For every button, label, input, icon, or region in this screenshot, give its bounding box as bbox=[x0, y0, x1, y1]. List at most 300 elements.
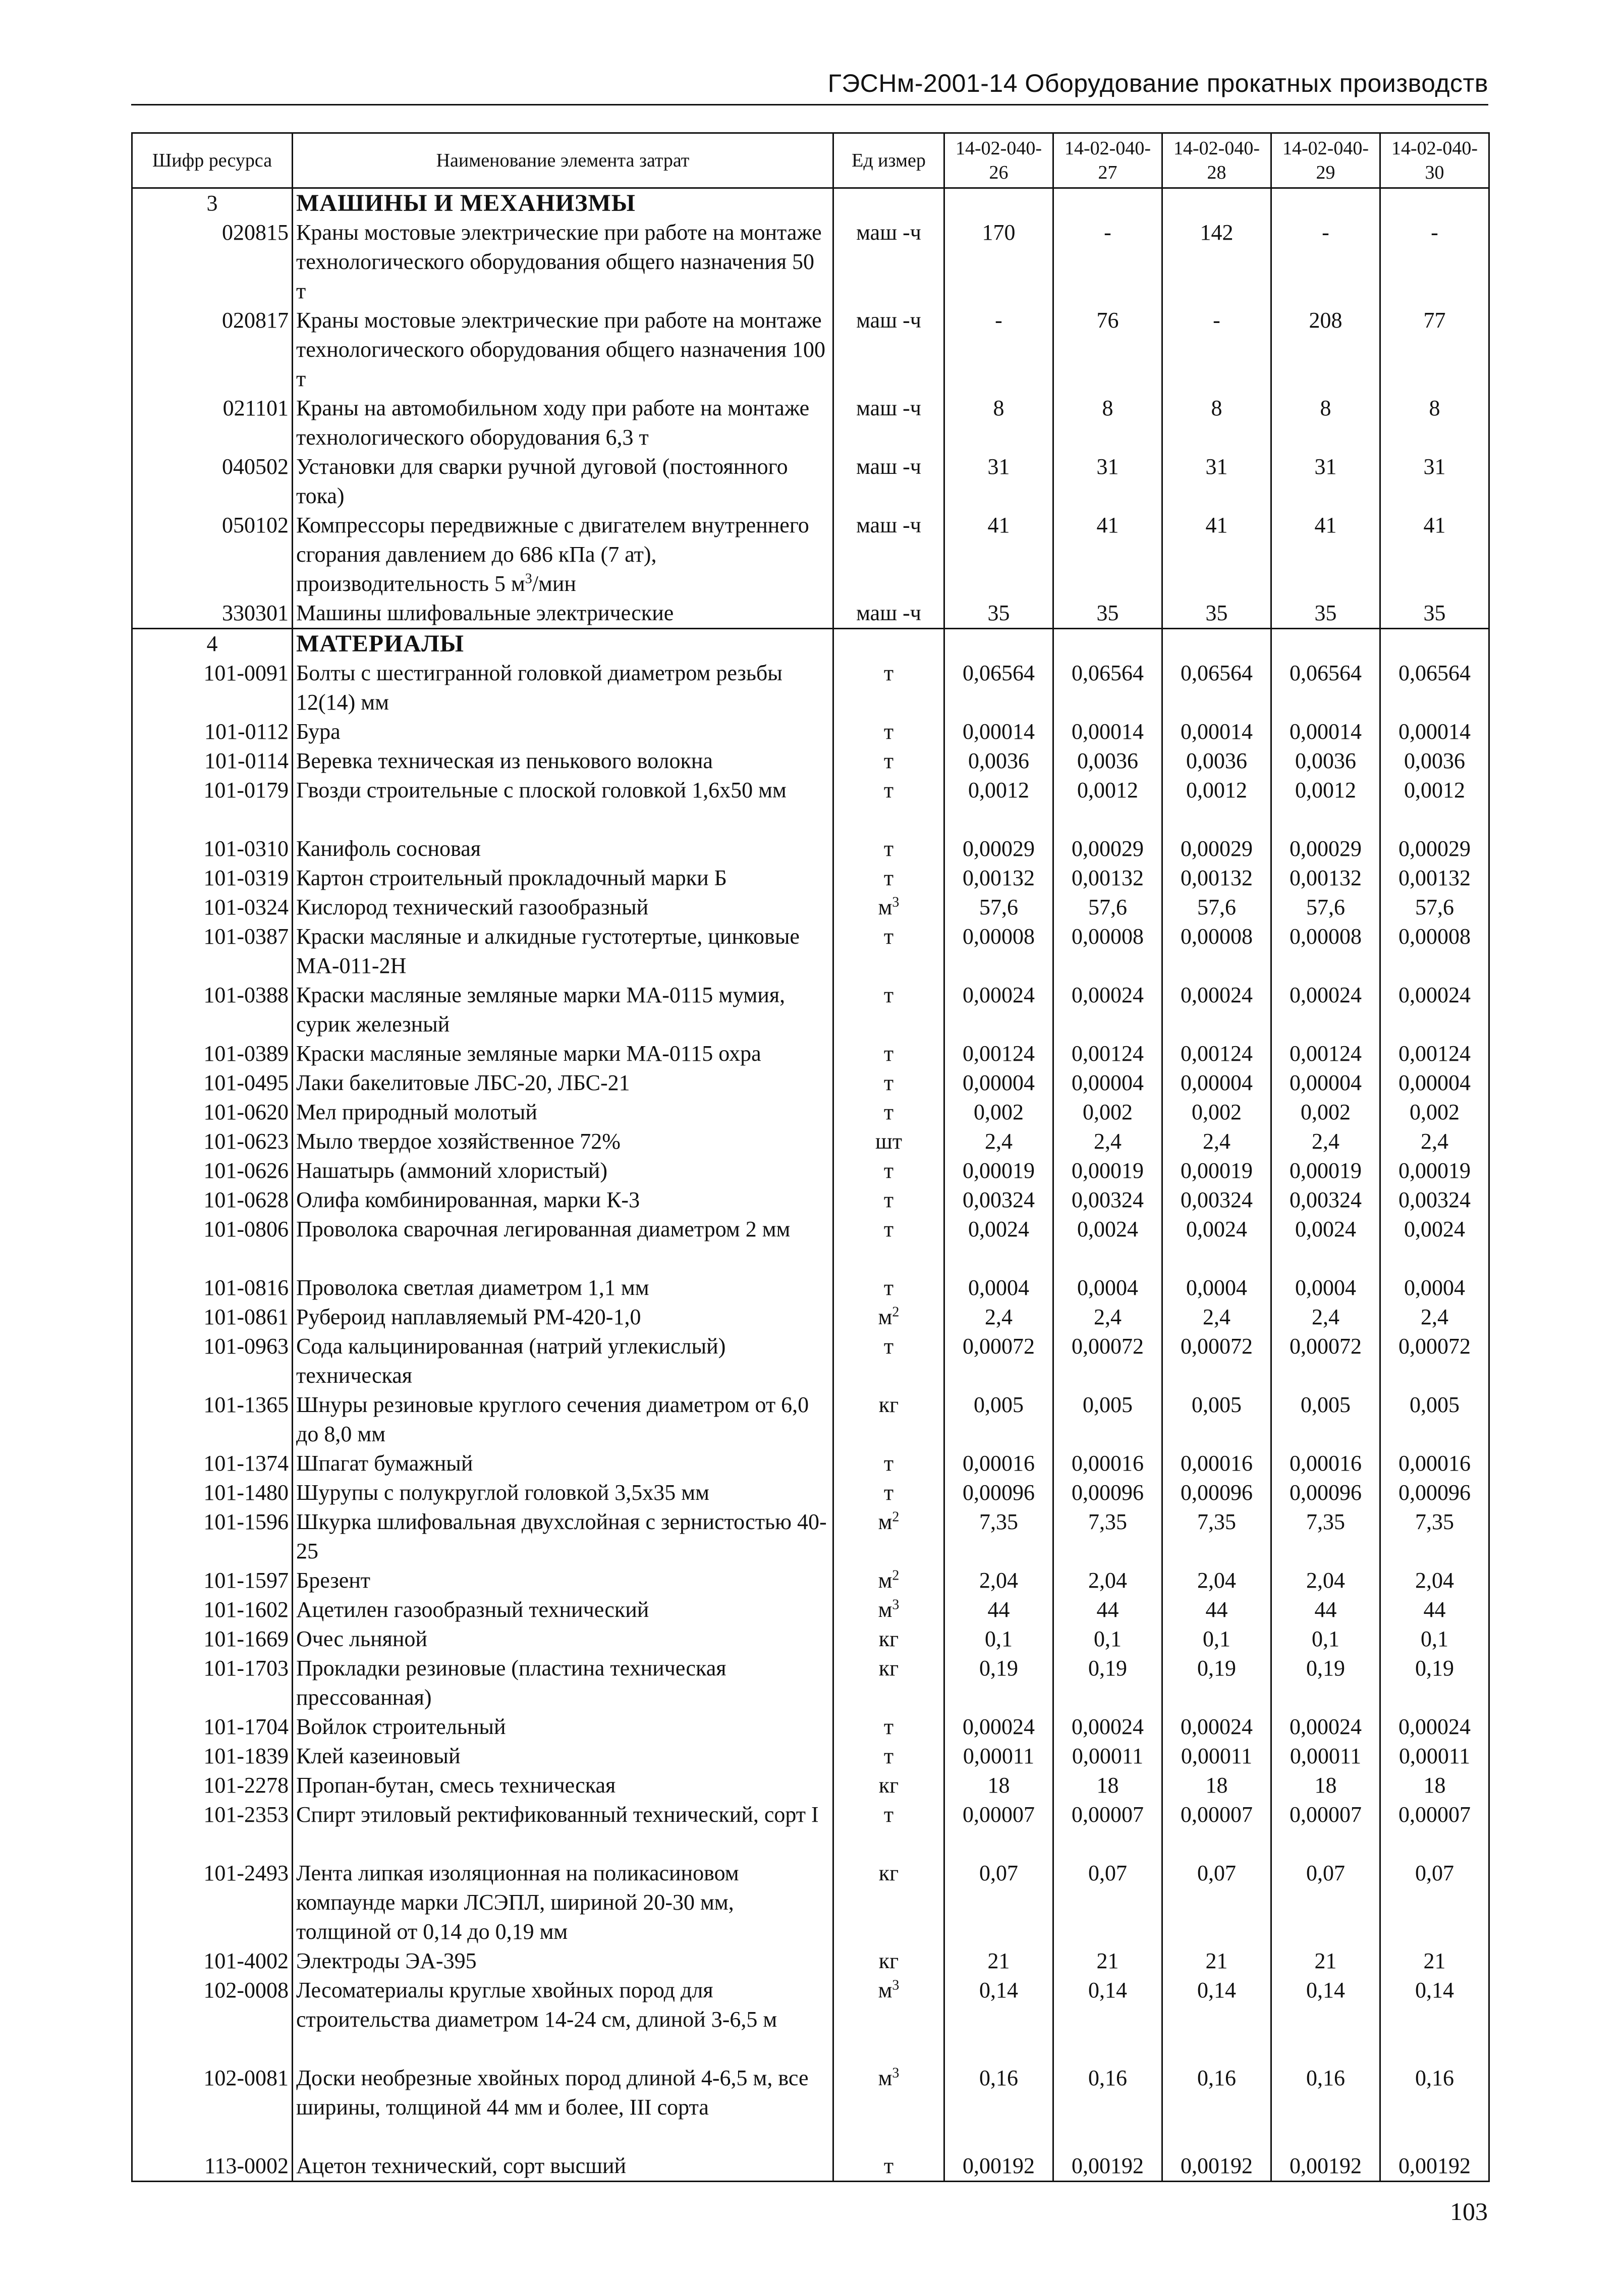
resource-code: 101-0112 bbox=[132, 717, 293, 746]
section-blank-value bbox=[1162, 629, 1271, 659]
page-number: 103 bbox=[1450, 2197, 1488, 2226]
resource-value-col-1: 0,1 bbox=[944, 1624, 1053, 1654]
resource-value-col-1: 170 bbox=[944, 218, 1053, 306]
resource-unit: т bbox=[833, 776, 944, 834]
resource-name: Шнуры резиновые круглого сечения диаметром от 6,0 до 8,0 мм bbox=[293, 1390, 833, 1449]
resource-value-col-2: 0,0036 bbox=[1053, 746, 1162, 776]
resource-name: Краны мостовые электрические при работе на монтаже технологического оборудования общего назначения 50 т bbox=[293, 218, 833, 306]
resource-value-col-5: 0,0004 bbox=[1380, 1273, 1489, 1303]
resource-unit: т bbox=[833, 863, 944, 893]
resource-value-col-5: 57,6 bbox=[1380, 893, 1489, 922]
resource-name: Шпагат бумажный bbox=[293, 1449, 833, 1478]
resource-code: 040502 bbox=[132, 452, 293, 511]
resource-value-col-1: 57,6 bbox=[944, 893, 1053, 922]
resource-value-col-2: 0,06564 bbox=[1053, 659, 1162, 717]
section-blank-value bbox=[1053, 629, 1162, 659]
resource-name: Бура bbox=[293, 717, 833, 746]
resource-value-col-3: 41 bbox=[1162, 511, 1271, 599]
resource-name: Шкурка шлифовальная двухслойная с зернистостью 40-25 bbox=[293, 1507, 833, 1566]
resource-unit: кг bbox=[833, 1859, 944, 1946]
table-row bbox=[132, 1303, 1489, 1332]
resource-unit: т bbox=[833, 717, 944, 746]
resource-name: Очес льняной bbox=[293, 1624, 833, 1654]
table-row bbox=[132, 1215, 1489, 1273]
resource-value-col-5: 0,00072 bbox=[1380, 1332, 1489, 1390]
resource-unit: т bbox=[833, 1449, 944, 1478]
resource-value-col-5: 0,19 bbox=[1380, 1654, 1489, 1712]
resource-code: 101-1597 bbox=[132, 1566, 293, 1595]
table-row bbox=[132, 1800, 1489, 1859]
section-blank-value bbox=[1380, 188, 1489, 219]
resource-value-col-4: 0,00024 bbox=[1271, 981, 1380, 1039]
resource-name: Войлок строительный bbox=[293, 1712, 833, 1742]
resource-value-col-4: 0,00004 bbox=[1271, 1068, 1380, 1098]
resource-value-col-1: 2,04 bbox=[944, 1566, 1053, 1595]
table-row bbox=[132, 1624, 1489, 1654]
resource-value-col-4: 7,35 bbox=[1271, 1507, 1380, 1566]
resource-value-col-1: 18 bbox=[944, 1771, 1053, 1800]
resource-value-col-4: 0,07 bbox=[1271, 1859, 1380, 1946]
resource-unit: кг bbox=[833, 1390, 944, 1449]
resource-value-col-3: 0,16 bbox=[1162, 2064, 1271, 2151]
resource-unit: $м^2$ bbox=[833, 1566, 944, 1595]
resource-value-col-5: 31 bbox=[1380, 452, 1489, 511]
resource-value-col-1: 8 bbox=[944, 394, 1053, 452]
resource-name: Ацетон технический, сорт высший bbox=[293, 2151, 833, 2182]
section-row bbox=[132, 188, 1489, 219]
table-row bbox=[132, 1654, 1489, 1712]
resource-value-col-4: 0,00016 bbox=[1271, 1449, 1380, 1478]
section-number: 3 bbox=[132, 188, 293, 219]
resource-value-col-1: 0,07 bbox=[944, 1859, 1053, 1946]
resource-value-col-3: 0,00007 bbox=[1162, 1800, 1271, 1859]
resource-value-col-5: 2,04 bbox=[1380, 1566, 1489, 1595]
resource-name: Лента липкая изоляционная на поликасиновом компаунде марки ЛСЭПЛ, шириной 20-30 мм, толщиной от 0,14 до 0,19 мм bbox=[293, 1859, 833, 1946]
resource-value-col-4: 0,06564 bbox=[1271, 659, 1380, 717]
resource-unit: маш -ч bbox=[833, 218, 944, 306]
page-header: ГЭСНм-2001-14 Оборудование прокатных производств bbox=[827, 69, 1488, 97]
resource-value-col-2: 2,04 bbox=[1053, 1566, 1162, 1595]
resource-value-col-3: 0,0036 bbox=[1162, 746, 1271, 776]
resource-value-col-4: 2,4 bbox=[1271, 1303, 1380, 1332]
table-row bbox=[132, 1859, 1489, 1946]
section-blank-value bbox=[944, 188, 1053, 219]
resource-value-col-1: 0,00011 bbox=[944, 1742, 1053, 1771]
resource-value-col-1: 0,00096 bbox=[944, 1478, 1053, 1507]
resource-unit: т bbox=[833, 659, 944, 717]
resource-code: 101-0388 bbox=[132, 981, 293, 1039]
header-col-2: 14-02-040-27 bbox=[1053, 133, 1162, 188]
table-row bbox=[132, 659, 1489, 717]
header-col-1: 14-02-040-26 bbox=[944, 133, 1053, 188]
section-blank-value bbox=[1162, 188, 1271, 219]
resource-value-col-5: - bbox=[1380, 218, 1489, 306]
resource-unit: т bbox=[833, 1098, 944, 1127]
resource-name: Установки для сварки ручной дуговой (постоянного тока) bbox=[293, 452, 833, 511]
resource-value-col-4: 0,1 bbox=[1271, 1624, 1380, 1654]
table-row bbox=[132, 1332, 1489, 1390]
resource-name: Компрессоры передвижные с двигателем внутреннего сгорания давлением до 686 кПа (7 ат), производительность 5 $м^3$/мин bbox=[293, 511, 833, 599]
resource-code: 101-1480 bbox=[132, 1478, 293, 1507]
resource-unit: $м^3$ bbox=[833, 893, 944, 922]
resource-value-col-5: 0,00024 bbox=[1380, 1712, 1489, 1742]
resource-name: Проволока сварочная легированная диаметром 2 мм bbox=[293, 1215, 833, 1273]
resource-value-col-2: 0,00029 bbox=[1053, 834, 1162, 863]
resource-value-col-5: 0,00014 bbox=[1380, 717, 1489, 746]
resource-value-col-3: 0,00024 bbox=[1162, 1712, 1271, 1742]
resource-value-col-1: 0,00072 bbox=[944, 1332, 1053, 1390]
resource-name: Прокладки резиновые (пластина техническая прессованная) bbox=[293, 1654, 833, 1712]
resource-unit: т bbox=[833, 1273, 944, 1303]
resource-value-col-4: 18 bbox=[1271, 1771, 1380, 1800]
resource-value-col-2: - bbox=[1053, 218, 1162, 306]
resource-name: Болты с шестигранной головкой диаметром резьбы 12(14) мм bbox=[293, 659, 833, 717]
resource-unit: т bbox=[833, 1742, 944, 1771]
table-row bbox=[132, 2064, 1489, 2151]
resource-value-col-2: 2,4 bbox=[1053, 1303, 1162, 1332]
resource-value-col-3: 57,6 bbox=[1162, 893, 1271, 922]
resource-value-col-2: 0,00124 bbox=[1053, 1039, 1162, 1068]
resource-value-col-3: 0,00124 bbox=[1162, 1039, 1271, 1068]
table-row bbox=[132, 1273, 1489, 1303]
resource-value-col-3: 0,06564 bbox=[1162, 659, 1271, 717]
resource-value-col-3: 44 bbox=[1162, 1595, 1271, 1624]
resource-value-col-3: 0,19 bbox=[1162, 1654, 1271, 1712]
resource-code: 113-0002 bbox=[132, 2151, 293, 2182]
resource-value-col-4: 0,0036 bbox=[1271, 746, 1380, 776]
resource-value-col-4: 0,14 bbox=[1271, 1976, 1380, 2064]
table-row bbox=[132, 1595, 1489, 1624]
resource-value-col-5: 0,1 bbox=[1380, 1624, 1489, 1654]
resource-value-col-4: 0,00008 bbox=[1271, 922, 1380, 981]
resource-unit: т bbox=[833, 1068, 944, 1098]
resource-value-col-3: 2,4 bbox=[1162, 1303, 1271, 1332]
resource-code: 101-0310 bbox=[132, 834, 293, 863]
resource-value-col-2: 0,16 bbox=[1053, 2064, 1162, 2151]
resource-name: Веревка техническая из пенькового волокна bbox=[293, 746, 833, 776]
resource-name: Мыло твердое хозяйственное 72% bbox=[293, 1127, 833, 1156]
resource-value-col-1: 0,00007 bbox=[944, 1800, 1053, 1859]
table-row bbox=[132, 1566, 1489, 1595]
resource-unit: т bbox=[833, 1215, 944, 1273]
section-blank-unit bbox=[833, 188, 944, 219]
resource-unit: шт bbox=[833, 1127, 944, 1156]
resource-value-col-4: 0,00072 bbox=[1271, 1332, 1380, 1390]
resource-code: 101-0319 bbox=[132, 863, 293, 893]
resource-value-col-3: 142 bbox=[1162, 218, 1271, 306]
resource-name: Краны мостовые электрические при работе на монтаже технологического оборудования общего назначения 100 т bbox=[293, 306, 833, 394]
resource-name: Олифа комбинированная, марки К-3 bbox=[293, 1185, 833, 1215]
resource-value-col-2: 0,005 bbox=[1053, 1390, 1162, 1449]
resource-code: 101-0179 bbox=[132, 776, 293, 834]
resource-value-col-3: - bbox=[1162, 306, 1271, 394]
table-row bbox=[132, 1507, 1489, 1566]
resource-value-col-3: 0,00014 bbox=[1162, 717, 1271, 746]
header-rule bbox=[131, 104, 1488, 105]
resource-value-col-3: 0,00019 bbox=[1162, 1156, 1271, 1185]
resource-value-col-4: 0,00132 bbox=[1271, 863, 1380, 893]
resource-code: 101-2493 bbox=[132, 1859, 293, 1946]
resource-unit: $м^2$ bbox=[833, 1507, 944, 1566]
resource-unit: т bbox=[833, 1332, 944, 1390]
resource-value-col-4: 0,00096 bbox=[1271, 1478, 1380, 1507]
resource-value-col-2: 0,07 bbox=[1053, 1859, 1162, 1946]
resource-unit: т bbox=[833, 1478, 944, 1507]
header-col-4: 14-02-040-29 bbox=[1271, 133, 1380, 188]
table-row bbox=[132, 218, 1489, 306]
resource-value-col-5: 0,00016 bbox=[1380, 1449, 1489, 1478]
resource-value-col-1: 0,00019 bbox=[944, 1156, 1053, 1185]
resource-code: 101-0861 bbox=[132, 1303, 293, 1332]
table-row bbox=[132, 1771, 1489, 1800]
resource-unit: маш -ч bbox=[833, 511, 944, 599]
table-row bbox=[132, 599, 1489, 629]
resource-value-col-3: 0,0012 bbox=[1162, 776, 1271, 834]
resource-name: Доски необрезные хвойных пород длиной 4-6,5 м, все ширины, толщиной 44 мм и более, III сорта bbox=[293, 2064, 833, 2151]
resource-value-col-5: 0,00011 bbox=[1380, 1742, 1489, 1771]
table-row bbox=[132, 394, 1489, 452]
resource-code: 101-1374 bbox=[132, 1449, 293, 1478]
table-row bbox=[132, 1976, 1489, 2064]
resource-value-col-2: 0,19 bbox=[1053, 1654, 1162, 1712]
resource-value-col-4: 208 bbox=[1271, 306, 1380, 394]
resource-value-col-4: 0,0004 bbox=[1271, 1273, 1380, 1303]
resource-unit: маш -ч bbox=[833, 599, 944, 629]
resource-value-col-2: 0,00096 bbox=[1053, 1478, 1162, 1507]
table-row bbox=[132, 863, 1489, 893]
resource-value-col-5: 8 bbox=[1380, 394, 1489, 452]
resource-code: 101-0816 bbox=[132, 1273, 293, 1303]
resource-value-col-2: 0,00024 bbox=[1053, 981, 1162, 1039]
resource-value-col-4: 0,00192 bbox=[1271, 2151, 1380, 2182]
table-row bbox=[132, 834, 1489, 863]
resource-code: 101-0806 bbox=[132, 1215, 293, 1273]
resource-value-col-4: 0,00029 bbox=[1271, 834, 1380, 863]
resource-name: Кислород технический газообразный bbox=[293, 893, 833, 922]
resource-value-col-3: 0,14 bbox=[1162, 1976, 1271, 2064]
resource-code: 330301 bbox=[132, 599, 293, 629]
resource-name: Электроды ЭА-395 bbox=[293, 1946, 833, 1976]
resource-name: Краски масляные земляные марки МА-0115 охра bbox=[293, 1039, 833, 1068]
resource-value-col-5: 7,35 bbox=[1380, 1507, 1489, 1566]
resource-value-col-1: 0,00124 bbox=[944, 1039, 1053, 1068]
resource-value-col-2: 0,00132 bbox=[1053, 863, 1162, 893]
table-row bbox=[132, 1390, 1489, 1449]
resource-value-col-2: 0,00019 bbox=[1053, 1156, 1162, 1185]
resource-name: Краски масляные земляные марки МА-0115 мумия, сурик железный bbox=[293, 981, 833, 1039]
resource-value-col-1: 0,002 bbox=[944, 1098, 1053, 1127]
resource-value-col-5: 0,002 bbox=[1380, 1098, 1489, 1127]
resource-value-col-2: 8 bbox=[1053, 394, 1162, 452]
resource-value-col-4: 0,00014 bbox=[1271, 717, 1380, 746]
resource-value-col-2: 18 bbox=[1053, 1771, 1162, 1800]
resource-value-col-2: 44 bbox=[1053, 1595, 1162, 1624]
resource-unit: т bbox=[833, 1712, 944, 1742]
resource-unit: кг bbox=[833, 1771, 944, 1800]
resource-code: 102-0008 bbox=[132, 1976, 293, 2064]
resource-value-col-3: 0,00016 bbox=[1162, 1449, 1271, 1478]
resource-value-col-4: 0,00124 bbox=[1271, 1039, 1380, 1068]
table-row bbox=[132, 1946, 1489, 1976]
resource-value-col-2: 0,00072 bbox=[1053, 1332, 1162, 1390]
resource-unit: маш -ч bbox=[833, 306, 944, 394]
resource-value-col-5: 0,16 bbox=[1380, 2064, 1489, 2151]
resource-value-col-1: 2,4 bbox=[944, 1303, 1053, 1332]
resource-value-col-1: 21 bbox=[944, 1946, 1053, 1976]
resource-value-col-1: 0,0004 bbox=[944, 1273, 1053, 1303]
resource-value-col-3: 7,35 bbox=[1162, 1507, 1271, 1566]
resource-unit: т bbox=[833, 1800, 944, 1859]
resource-code: 101-1596 bbox=[132, 1507, 293, 1566]
resource-value-col-3: 8 bbox=[1162, 394, 1271, 452]
resource-unit: т bbox=[833, 746, 944, 776]
resource-value-col-5: 0,00324 bbox=[1380, 1185, 1489, 1215]
resource-value-col-5: 0,07 bbox=[1380, 1859, 1489, 1946]
resource-name: Лесоматериалы круглые хвойных пород для строительства диаметром 14-24 см, длиной 3-6,5 м bbox=[293, 1976, 833, 2064]
table-row bbox=[132, 1185, 1489, 1215]
resource-name: Клей казеиновый bbox=[293, 1742, 833, 1771]
resource-unit: кг bbox=[833, 1624, 944, 1654]
resource-value-col-5: 0,0036 bbox=[1380, 746, 1489, 776]
section-blank-value bbox=[944, 629, 1053, 659]
resource-value-col-2: 0,00024 bbox=[1053, 1712, 1162, 1742]
table-row bbox=[132, 452, 1489, 511]
resource-code: 101-0620 bbox=[132, 1098, 293, 1127]
resource-value-col-3: 0,00011 bbox=[1162, 1742, 1271, 1771]
resource-value-col-5: 0,06564 bbox=[1380, 659, 1489, 717]
section-blank-value bbox=[1380, 629, 1489, 659]
resource-value-col-2: 0,00014 bbox=[1053, 717, 1162, 746]
resource-name: Гвозди строительные с плоской головкой 1,6х50 мм bbox=[293, 776, 833, 834]
resource-value-col-3: 0,002 bbox=[1162, 1098, 1271, 1127]
resource-unit: кг bbox=[833, 1654, 944, 1712]
section-title: МАТЕРИАЛЫ bbox=[293, 629, 833, 659]
resource-code: 101-0387 bbox=[132, 922, 293, 981]
resource-value-col-2: 0,00007 bbox=[1053, 1800, 1162, 1859]
resource-name: Шурупы с полукруглой головкой 3,5х35 мм bbox=[293, 1478, 833, 1507]
resource-value-col-2: 57,6 bbox=[1053, 893, 1162, 922]
resource-code: 101-0626 bbox=[132, 1156, 293, 1185]
resource-value-col-2: 41 bbox=[1053, 511, 1162, 599]
resource-value-col-1: 0,00008 bbox=[944, 922, 1053, 981]
resource-value-col-1: 0,16 bbox=[944, 2064, 1053, 2151]
resource-name: Сода кальцинированная (натрий углекислый) техническая bbox=[293, 1332, 833, 1390]
resource-value-col-5: 2,4 bbox=[1380, 1127, 1489, 1156]
resource-name: Краны на автомобильном ходу при работе на монтаже технологического оборудования 6,3 т bbox=[293, 394, 833, 452]
header-name: Наименование элемента затрат bbox=[293, 133, 833, 188]
resource-value-col-5: 18 bbox=[1380, 1771, 1489, 1800]
resource-value-col-2: 0,00324 bbox=[1053, 1185, 1162, 1215]
resource-code: 101-2353 bbox=[132, 1800, 293, 1859]
resource-value-col-4: 2,04 bbox=[1271, 1566, 1380, 1595]
resource-unit: $м^3$ bbox=[833, 2064, 944, 2151]
resource-value-col-1: 35 bbox=[944, 599, 1053, 629]
resource-value-col-4: 0,0012 bbox=[1271, 776, 1380, 834]
resource-value-col-3: 0,00024 bbox=[1162, 981, 1271, 1039]
resource-value-col-1: 0,06564 bbox=[944, 659, 1053, 717]
table-row bbox=[132, 1478, 1489, 1507]
resource-value-col-1: 0,00004 bbox=[944, 1068, 1053, 1098]
resource-code: 101-1602 bbox=[132, 1595, 293, 1624]
resource-name: Машины шлифовальные электрические bbox=[293, 599, 833, 629]
resource-unit: кг bbox=[833, 1946, 944, 1976]
resource-value-col-1: 0,00132 bbox=[944, 863, 1053, 893]
resource-value-col-3: 31 bbox=[1162, 452, 1271, 511]
table-row bbox=[132, 1068, 1489, 1098]
resource-value-col-2: 76 bbox=[1053, 306, 1162, 394]
resource-value-col-1: 0,00024 bbox=[944, 981, 1053, 1039]
table-row bbox=[132, 1449, 1489, 1478]
resource-name: Нашатырь (аммоний хлористый) bbox=[293, 1156, 833, 1185]
resource-value-col-1: 0,00016 bbox=[944, 1449, 1053, 1478]
table-row bbox=[132, 2151, 1489, 2182]
resource-value-col-1: 0,00014 bbox=[944, 717, 1053, 746]
resource-value-col-4: 21 bbox=[1271, 1946, 1380, 1976]
table-row bbox=[132, 1712, 1489, 1742]
resource-value-col-2: 0,00016 bbox=[1053, 1449, 1162, 1478]
resource-value-col-5: 41 bbox=[1380, 511, 1489, 599]
resource-value-col-1: 0,14 bbox=[944, 1976, 1053, 2064]
resource-value-col-4: 0,00007 bbox=[1271, 1800, 1380, 1859]
resource-name: Краски масляные и алкидные густотертые, цинковые МА-011-2Н bbox=[293, 922, 833, 981]
table-row bbox=[132, 893, 1489, 922]
table-row bbox=[132, 746, 1489, 776]
resource-value-col-3: 18 bbox=[1162, 1771, 1271, 1800]
resource-value-col-5: 21 bbox=[1380, 1946, 1489, 1976]
resource-unit: т bbox=[833, 1156, 944, 1185]
resource-value-col-3: 0,00132 bbox=[1162, 863, 1271, 893]
resource-value-col-4: 31 bbox=[1271, 452, 1380, 511]
resource-code: 101-4002 bbox=[132, 1946, 293, 1976]
resource-value-col-5: 0,00192 bbox=[1380, 2151, 1489, 2182]
table-row bbox=[132, 1039, 1489, 1068]
resource-value-col-3: 0,00004 bbox=[1162, 1068, 1271, 1098]
resource-value-col-4: 35 bbox=[1271, 599, 1380, 629]
resource-value-col-2: 35 bbox=[1053, 599, 1162, 629]
resource-value-col-1: - bbox=[944, 306, 1053, 394]
resource-value-col-2: 0,00004 bbox=[1053, 1068, 1162, 1098]
resource-value-col-1: 31 bbox=[944, 452, 1053, 511]
resource-value-col-2: 0,002 bbox=[1053, 1098, 1162, 1127]
resource-value-col-4: 0,005 bbox=[1271, 1390, 1380, 1449]
resource-value-col-1: 0,0024 bbox=[944, 1215, 1053, 1273]
resource-code: 101-0628 bbox=[132, 1185, 293, 1215]
resource-value-col-5: 0,00008 bbox=[1380, 922, 1489, 981]
resource-code: 101-1839 bbox=[132, 1742, 293, 1771]
resource-unit: маш -ч bbox=[833, 452, 944, 511]
resource-value-col-3: 0,1 bbox=[1162, 1624, 1271, 1654]
resource-value-col-2: 0,14 bbox=[1053, 1976, 1162, 2064]
resource-value-col-2: 0,0012 bbox=[1053, 776, 1162, 834]
resource-name: Пропан-бутан, смесь техническая bbox=[293, 1771, 833, 1800]
resource-value-col-3: 0,00029 bbox=[1162, 834, 1271, 863]
header-unit: Ед измер bbox=[833, 133, 944, 188]
table-row bbox=[132, 776, 1489, 834]
resource-name: Рубероид наплавляемый РМ-420-1,0 bbox=[293, 1303, 833, 1332]
resource-value-col-5: 0,00007 bbox=[1380, 1800, 1489, 1859]
table-row bbox=[132, 1156, 1489, 1185]
resource-value-col-5: 44 bbox=[1380, 1595, 1489, 1624]
header-col-5: 14-02-040-30 bbox=[1380, 133, 1489, 188]
resource-value-col-3: 0,0004 bbox=[1162, 1273, 1271, 1303]
resource-unit: т bbox=[833, 981, 944, 1039]
resource-value-col-2: 2,4 bbox=[1053, 1127, 1162, 1156]
resource-unit: т bbox=[833, 2151, 944, 2182]
table-row bbox=[132, 981, 1489, 1039]
resource-value-col-5: 0,00019 bbox=[1380, 1156, 1489, 1185]
resource-value-col-5: 0,00096 bbox=[1380, 1478, 1489, 1507]
resource-unit: $м^2$ bbox=[833, 1303, 944, 1332]
